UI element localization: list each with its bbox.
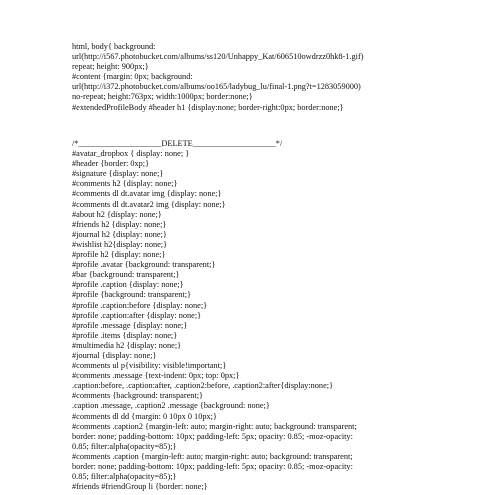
- code-line: url(http://i372.photobucket.com/albums/oo165/ladybug_lu/final-1.png?t=1283059000): [72, 82, 361, 92]
- code-line: #journal {display: none;}: [72, 350, 157, 360]
- code-line: border: none; padding-bottom: 10px; padding-left: 5px; opacity: 0.85; -moz-opacity:: [72, 431, 353, 441]
- code-line: #signature {display: none;}: [72, 169, 164, 179]
- code-line: #header {border: 0xp;}: [72, 159, 150, 169]
- code-line: #about h2 {display: none;}: [72, 209, 162, 219]
- code-line: .caption .message, .caption2 .message {background: none;}: [72, 401, 270, 411]
- code-line: #profile .caption {display: none;}: [72, 280, 184, 290]
- code-line: #extendedProfileBody #header h1 {display:none; border-right:0px; border:none;}: [72, 102, 344, 112]
- code-line: #journal h2 {display: none;}: [72, 229, 167, 239]
- code-line: #profile .avatar {background: transparent;}: [72, 260, 216, 270]
- css-code-block-background: [72, 42, 482, 113]
- code-line: #profile .message {display: none;}: [72, 320, 188, 330]
- code-line: #comments {background: transparent;}: [72, 391, 204, 401]
- code-line: html, body{ background:: [72, 42, 156, 51]
- code-line: #profile .caption:before {display: none;}: [72, 300, 208, 310]
- code-line: #comments dl dd {margin: 0 10px 0 10px;}: [72, 411, 217, 421]
- code-line: #comments dl dt.avatar2 img {display: none;}: [72, 199, 226, 209]
- code-line: #comments ul p{visibility: visible!important;}: [72, 361, 227, 371]
- code-line: 0.85; filter:alpha(opacity=85);}: [72, 441, 177, 451]
- code-line: 0.85; filter:alpha(opacity=85);}: [72, 472, 177, 482]
- code-line: url(http://i567.photobucket.com/albums/ss120/Unhappy_Kat/606510owdrzz0hk8-1.gif): [72, 52, 364, 62]
- code-line: no-repeat; height:763px; width:1000px; border:none;}: [72, 92, 253, 102]
- code-line: #avatar_dropbox { display: none; }: [72, 149, 190, 159]
- code-line: /*____________________DELETE____________________*/: [72, 139, 283, 148]
- code-line: #comments .caption2 {margin-left: auto; margin-right: auto; background: transparent;: [72, 421, 357, 431]
- code-line: #comments h2 {display: none;}: [72, 179, 178, 189]
- code-line: #profile {background: transparent;}: [72, 290, 192, 300]
- code-line: #comments dl dt.avatar img {display: none;}: [72, 189, 222, 199]
- code-line: #friends #friendGroup li {border: none;}: [72, 482, 208, 492]
- code-line: #profile .items {display: none;}: [72, 330, 178, 340]
- code-line: border: none; padding-bottom: 10px; padding-left: 5px; opacity: 0.85; -moz-opacity:: [72, 462, 353, 471]
- code-line: #profile h2 {display: none;}: [72, 250, 166, 260]
- code-line: #friends h2 {display: none;}: [72, 219, 167, 229]
- code-line: #comments .caption {margin-left: auto; margin-right: auto; background: transparent;: [72, 451, 353, 461]
- code-line: repeat; height: 900px;}: [72, 62, 149, 72]
- code-line: #bar {background: transparent;}: [72, 270, 180, 280]
- code-line: #comments .message {text-indent: 0px; top: 0px;}: [72, 371, 240, 381]
- code-line: #content {margin: 0px; background:: [72, 72, 193, 82]
- code-line: #multimedia h2 {display: none;}: [72, 340, 182, 350]
- css-code-block-delete: [72, 139, 482, 492]
- code-line: #profile .caption:after {display: none;}: [72, 310, 202, 320]
- code-line: .caption:before, .caption:after, .caption2:before, .caption2:after{display:none;}: [72, 381, 334, 391]
- code-line: #wishlist h2{display: none;}: [72, 239, 168, 249]
